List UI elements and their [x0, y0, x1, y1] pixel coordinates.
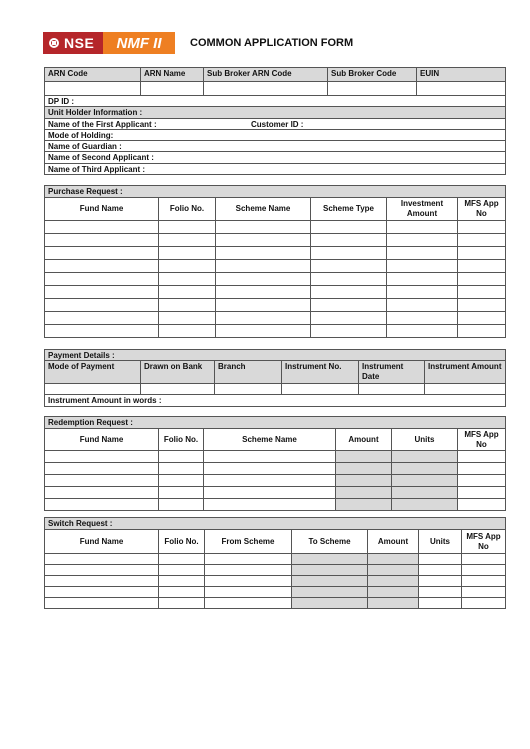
payment-title-row [45, 350, 506, 361]
purchase-cell[interactable] [45, 299, 159, 311]
switch-cell[interactable] [462, 554, 506, 564]
redemption-cell[interactable] [336, 487, 392, 498]
redemption-cell[interactable] [45, 487, 159, 498]
purchase-cell[interactable] [387, 247, 458, 259]
purchase-cell[interactable] [216, 247, 311, 259]
instrument-date-header: Instrument Date [359, 361, 425, 383]
redemption-cell[interactable] [204, 463, 336, 474]
switch-cell[interactable] [205, 576, 292, 586]
mode-of-holding-label: Mode of Holding: [45, 130, 506, 140]
switch-cell[interactable] [205, 587, 292, 597]
switch-cell[interactable] [45, 554, 159, 564]
switch-cell[interactable] [462, 598, 506, 608]
third-applicant-label: Name of Third Applicant : [45, 164, 506, 174]
arn-code-field[interactable] [45, 82, 141, 95]
purchase-cell[interactable] [45, 286, 159, 298]
purchase-cell[interactable] [458, 312, 506, 324]
switch-cell[interactable] [462, 565, 506, 575]
redemption-row [45, 475, 506, 487]
from-scheme-header: From Scheme [205, 530, 292, 553]
purchase-title-row [45, 186, 506, 198]
switch-fund-name-header: Fund Name [45, 530, 159, 553]
dp-id-label: DP ID : [45, 96, 506, 106]
purchase-cell[interactable] [458, 247, 506, 259]
branch-field[interactable] [215, 384, 282, 394]
switch-cell[interactable] [419, 554, 462, 564]
mode-of-payment-header: Mode of Payment [45, 361, 141, 383]
switch-mfs-app-no-header: MFS App No [462, 530, 506, 553]
redemption-header-row [45, 429, 506, 451]
redemption-mfs-app-no-header: MFS App No [458, 429, 506, 450]
redemption-amount-header: Amount [336, 429, 392, 450]
purchase-cell[interactable] [45, 221, 159, 233]
switch-units-header: Units [419, 530, 462, 553]
redemption-cell[interactable] [159, 487, 204, 498]
redemption-row [45, 451, 506, 463]
switch-row [45, 565, 506, 576]
redemption-cell[interactable] [45, 451, 159, 462]
purchase-row [45, 312, 506, 325]
purchase-cell[interactable] [216, 286, 311, 298]
switch-cell[interactable] [205, 565, 292, 575]
purchase-row [45, 247, 506, 260]
redemption-cell[interactable] [392, 499, 458, 510]
redemption-rows [45, 451, 506, 511]
purchase-cell[interactable] [311, 234, 387, 246]
redemption-fund-name-header: Fund Name [45, 429, 159, 450]
switch-rows [45, 554, 506, 609]
purchase-cell[interactable] [311, 299, 387, 311]
switch-amount-header: Amount [368, 530, 419, 553]
purchase-cell[interactable] [216, 273, 311, 285]
purchase-cell[interactable] [45, 325, 159, 337]
purchase-cell[interactable] [458, 260, 506, 272]
switch-row [45, 554, 506, 565]
switch-cell[interactable] [45, 598, 159, 608]
instrument-no-header: Instrument No. [282, 361, 359, 383]
dp-id-row[interactable] [45, 96, 506, 107]
switch-cell[interactable] [45, 587, 159, 597]
purchase-cell[interactable] [387, 286, 458, 298]
purchase-cell[interactable] [159, 312, 216, 324]
switch-cell[interactable] [292, 587, 368, 597]
purchase-cell[interactable] [311, 312, 387, 324]
purchase-title: Purchase Request : [45, 186, 506, 197]
redemption-title: Redemption Request : [45, 417, 506, 428]
purchase-scheme-type-header: Scheme Type [311, 198, 387, 220]
nmf-logo-text: NMF II [116, 34, 162, 52]
redemption-cell[interactable] [204, 499, 336, 510]
switch-cell[interactable] [205, 598, 292, 608]
branch-header: Branch [215, 361, 282, 383]
switch-cell[interactable] [368, 587, 419, 597]
redemption-cell[interactable] [159, 451, 204, 462]
redemption-cell[interactable] [336, 499, 392, 510]
redemption-section [44, 416, 506, 511]
purchase-cell[interactable] [311, 247, 387, 259]
switch-cell[interactable] [419, 587, 462, 597]
purchase-row [45, 260, 506, 273]
mode-of-holding-row[interactable] [45, 130, 506, 141]
arn-code-header: ARN Code [45, 68, 141, 81]
purchase-cell[interactable] [387, 273, 458, 285]
switch-cell[interactable] [45, 565, 159, 575]
purchase-cell[interactable] [216, 234, 311, 246]
purchase-cell[interactable] [458, 325, 506, 337]
amount-words-label: Instrument Amount in words : [45, 395, 506, 406]
redemption-cell[interactable] [159, 475, 204, 486]
redemption-cell[interactable] [336, 475, 392, 486]
purchase-cell[interactable] [387, 234, 458, 246]
unit-holder-label: Unit Holder Information : [45, 107, 506, 118]
sub-broker-code-header: Sub Broker Code [328, 68, 417, 81]
arn-header-row [45, 68, 506, 82]
redemption-cell[interactable] [45, 475, 159, 486]
sub-broker-arn-code-header: Sub Broker ARN Code [204, 68, 328, 81]
purchase-cell[interactable] [311, 286, 387, 298]
redemption-cell[interactable] [458, 463, 506, 474]
redemption-cell[interactable] [392, 487, 458, 498]
redemption-cell[interactable] [204, 487, 336, 498]
euin-header: EUIN [417, 68, 506, 81]
redemption-cell[interactable] [45, 463, 159, 474]
purchase-cell[interactable] [45, 273, 159, 285]
purchase-cell[interactable] [45, 312, 159, 324]
purchase-cell[interactable] [311, 221, 387, 233]
redemption-cell[interactable] [204, 451, 336, 462]
switch-cell[interactable] [419, 576, 462, 586]
instrument-no-field[interactable] [282, 384, 359, 394]
purchase-header-row [45, 198, 506, 221]
switch-cell[interactable] [368, 598, 419, 608]
redemption-cell[interactable] [392, 463, 458, 474]
switch-row [45, 598, 506, 609]
drawn-on-bank-field[interactable] [141, 384, 215, 394]
guardian-label: Name of Guardian : [45, 141, 506, 151]
redemption-units-header: Units [392, 429, 458, 450]
redemption-cell[interactable] [336, 463, 392, 474]
switch-cell[interactable] [159, 554, 205, 564]
purchase-cell[interactable] [159, 247, 216, 259]
switch-cell[interactable] [368, 565, 419, 575]
to-scheme-header: To Scheme [292, 530, 368, 553]
redemption-cell[interactable] [45, 499, 159, 510]
purchase-section [44, 185, 506, 338]
redemption-cell[interactable] [204, 475, 336, 486]
purchase-cell[interactable] [216, 325, 311, 337]
purchase-cell[interactable] [159, 273, 216, 285]
arn-name-header: ARN Name [141, 68, 204, 81]
purchase-scheme-name-header: Scheme Name [216, 198, 311, 220]
switch-cell[interactable] [368, 554, 419, 564]
purchase-fund-name-header: Fund Name [45, 198, 159, 220]
switch-title: Switch Request : [45, 518, 506, 529]
applicant-section [44, 67, 506, 175]
nse-emblem-icon [49, 38, 59, 48]
purchase-cell[interactable] [159, 260, 216, 272]
purchase-cell[interactable] [45, 247, 159, 259]
switch-cell[interactable] [159, 598, 205, 608]
redemption-cell[interactable] [458, 475, 506, 486]
purchase-cell[interactable] [311, 260, 387, 272]
euin-field[interactable] [417, 82, 506, 95]
purchase-cell[interactable] [159, 221, 216, 233]
second-applicant-row[interactable] [45, 152, 506, 164]
redemption-cell[interactable] [336, 451, 392, 462]
redemption-cell[interactable] [159, 463, 204, 474]
purchase-row [45, 273, 506, 286]
purchase-cell[interactable] [159, 286, 216, 298]
purchase-cell[interactable] [159, 325, 216, 337]
redemption-cell[interactable] [392, 475, 458, 486]
purchase-cell[interactable] [387, 221, 458, 233]
switch-cell[interactable] [292, 565, 368, 575]
switch-cell[interactable] [419, 565, 462, 575]
instrument-amount-header: Instrument Amount [425, 361, 506, 383]
purchase-cell[interactable] [45, 234, 159, 246]
payment-value-row [45, 384, 506, 395]
nse-logo [43, 32, 103, 54]
customer-id-label: Customer ID : [248, 119, 506, 129]
purchase-cell[interactable] [458, 286, 506, 298]
guardian-row[interactable] [45, 141, 506, 152]
purchase-cell[interactable] [458, 221, 506, 233]
purchase-cell[interactable] [387, 312, 458, 324]
switch-cell[interactable] [462, 587, 506, 597]
switch-cell[interactable] [292, 598, 368, 608]
purchase-cell[interactable] [458, 234, 506, 246]
purchase-cell[interactable] [216, 260, 311, 272]
switch-cell[interactable] [159, 587, 205, 597]
purchase-cell[interactable] [458, 273, 506, 285]
nse-nmf-logo [43, 32, 175, 54]
switch-cell[interactable] [419, 598, 462, 608]
purchase-cell[interactable] [311, 325, 387, 337]
purchase-cell[interactable] [45, 260, 159, 272]
purchase-investment-amount-header: Investment Amount [387, 198, 458, 220]
payment-title: Payment Details : [45, 350, 506, 360]
redemption-folio-header: Folio No. [159, 429, 204, 450]
switch-cell[interactable] [45, 576, 159, 586]
purchase-row [45, 221, 506, 234]
switch-header-row [45, 530, 506, 554]
purchase-cell[interactable] [216, 299, 311, 311]
switch-cell[interactable] [462, 576, 506, 586]
redemption-row [45, 487, 506, 499]
switch-row [45, 587, 506, 598]
switch-row [45, 576, 506, 587]
switch-cell[interactable] [205, 554, 292, 564]
purchase-row [45, 286, 506, 299]
nmf-logo [103, 32, 175, 54]
switch-cell[interactable] [292, 576, 368, 586]
redemption-title-row [45, 417, 506, 429]
redemption-cell[interactable] [458, 451, 506, 462]
mode-of-payment-field[interactable] [45, 384, 141, 394]
purchase-cell[interactable] [159, 299, 216, 311]
purchase-cell[interactable] [458, 299, 506, 311]
switch-cell[interactable] [159, 565, 205, 575]
purchase-folio-header: Folio No. [159, 198, 216, 220]
purchase-cell[interactable] [159, 234, 216, 246]
first-applicant-label: Name of the First Applicant : [48, 120, 157, 129]
sub-broker-code-field[interactable] [328, 82, 417, 95]
form-title: COMMON APPLICATION FORM [190, 37, 354, 49]
purchase-row [45, 234, 506, 247]
instrument-date-field[interactable] [359, 384, 425, 394]
purchase-cell[interactable] [387, 260, 458, 272]
purchase-cell[interactable] [387, 299, 458, 311]
drawn-on-bank-header: Drawn on Bank [141, 361, 215, 383]
second-applicant-label: Name of Second Applicant : [45, 152, 506, 163]
redemption-row [45, 499, 506, 511]
sub-broker-arn-code-field[interactable] [204, 82, 328, 95]
purchase-cell[interactable] [311, 273, 387, 285]
redemption-cell[interactable] [458, 487, 506, 498]
redemption-cell[interactable] [159, 499, 204, 510]
instrument-amount-field[interactable] [425, 384, 506, 394]
purchase-cell[interactable] [216, 221, 311, 233]
payment-header-row [45, 361, 506, 384]
third-applicant-row[interactable] [45, 164, 506, 175]
switch-title-row [45, 518, 506, 530]
switch-folio-header: Folio No. [159, 530, 205, 553]
switch-section [44, 517, 506, 609]
unit-holder-row [45, 107, 506, 119]
purchase-row [45, 299, 506, 312]
switch-cell[interactable] [159, 576, 205, 586]
redemption-cell[interactable] [458, 499, 506, 510]
purchase-cell[interactable] [216, 312, 311, 324]
arn-value-row [45, 82, 506, 96]
payment-section [44, 349, 506, 407]
purchase-cell[interactable] [387, 325, 458, 337]
first-applicant-row[interactable] [45, 119, 506, 130]
amount-words-row[interactable] [45, 395, 506, 407]
redemption-cell[interactable] [392, 451, 458, 462]
arn-name-field[interactable] [141, 82, 204, 95]
purchase-mfs-app-no-header: MFS App No [458, 198, 506, 220]
switch-cell[interactable] [292, 554, 368, 564]
redemption-scheme-name-header: Scheme Name [204, 429, 336, 450]
purchase-rows [45, 221, 506, 338]
redemption-row [45, 463, 506, 475]
nse-logo-text: NSE [64, 35, 95, 51]
purchase-row [45, 325, 506, 338]
switch-cell[interactable] [368, 576, 419, 586]
